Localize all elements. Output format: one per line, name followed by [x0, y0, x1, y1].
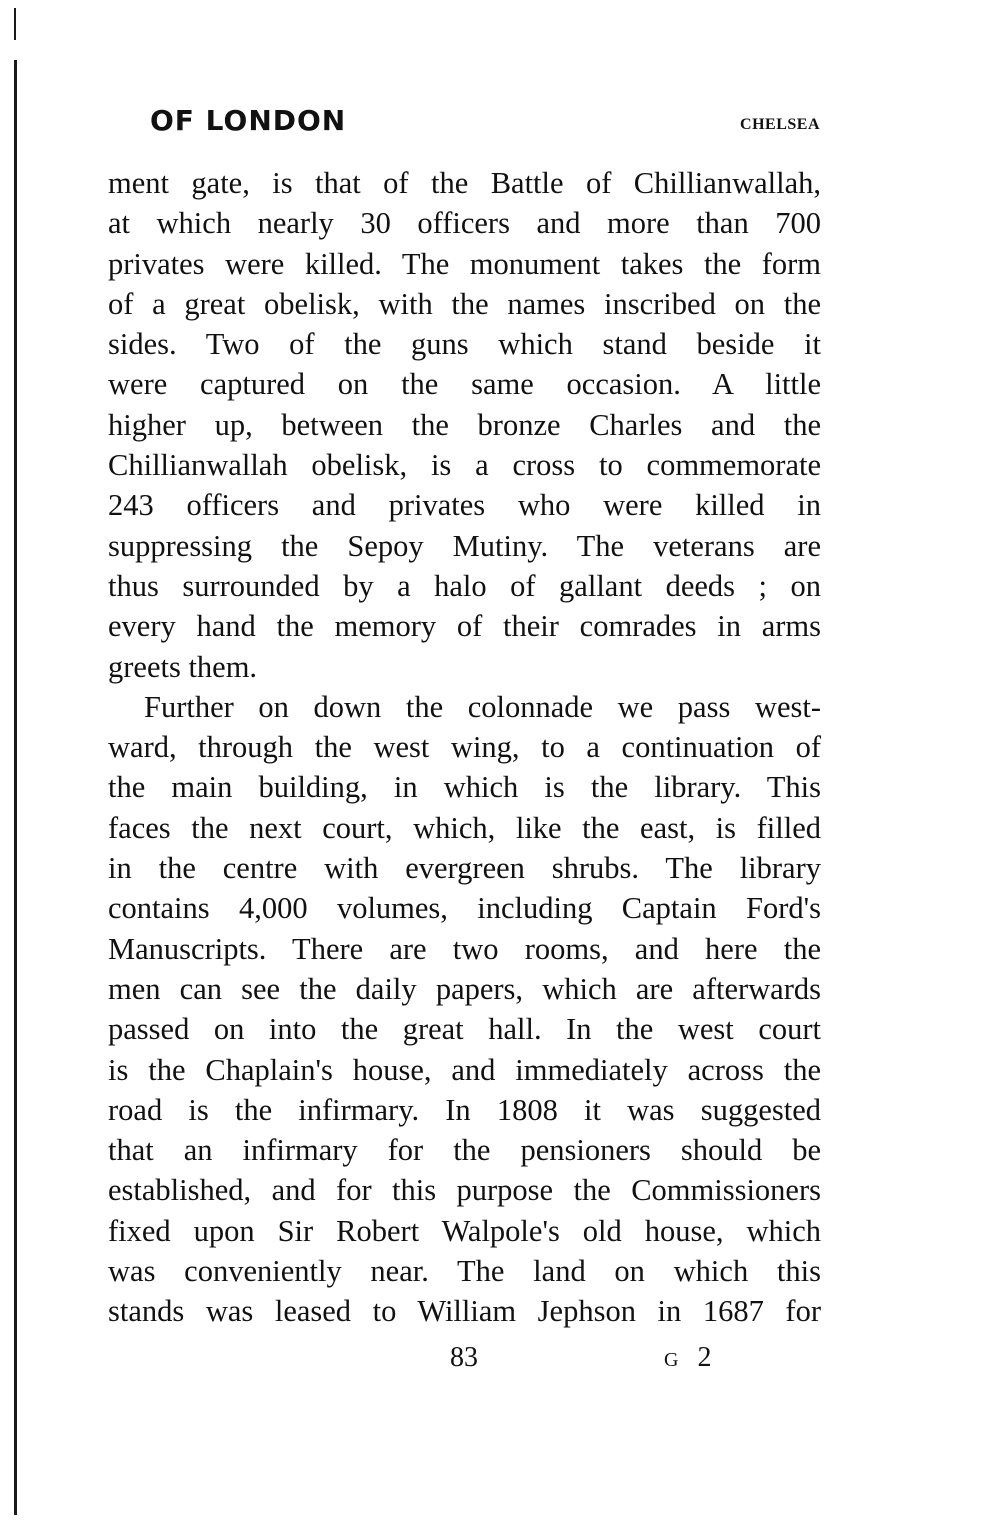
text-line: that an infirmary for the pensioners should be — [108, 1133, 821, 1168]
paragraph — [108, 687, 821, 1332]
page-footer — [0, 1342, 1000, 1382]
text-line: were captured on the same occasion. A little — [108, 367, 821, 402]
text-line: greets them. — [108, 649, 258, 684]
text-line: men can see the daily papers, which are afterwards — [108, 971, 821, 1006]
text-line: faces the next court, which, like the east, is filled — [108, 810, 821, 845]
text-line: 243 officers and privates who were killed in — [108, 488, 821, 523]
text-line: established, and for this purpose the Commissioners — [108, 1173, 821, 1208]
text-line: Further on down the colonnade we pass west- — [144, 689, 821, 724]
signature-mark — [664, 1342, 717, 1374]
text-line: privates were killed. The monument takes the form — [108, 246, 821, 281]
page-body — [108, 163, 821, 1332]
page-number: 83 — [450, 1342, 478, 1373]
text-line: stands was leased to William Jephson in 1687 for — [108, 1294, 821, 1329]
text-line: contains 4,000 volumes, including Captain Ford's — [108, 891, 821, 926]
binding-mark — [14, 8, 16, 40]
header-section: CHELSEA — [740, 116, 820, 133]
text-line: the main building, in which is the library. This — [108, 770, 821, 805]
text-line: of a great obelisk, with the names inscribed on the — [108, 286, 821, 321]
text-line: road is the infirmary. In 1808 it was suggested — [108, 1092, 821, 1127]
text-line: sides. Two of the guns which stand beside it — [108, 327, 821, 362]
running-header — [150, 104, 820, 144]
text-line: at which nearly 30 officers and more than 700 — [108, 206, 821, 241]
text-line: Chillianwallah obelisk, is a cross to commemorate — [108, 448, 821, 483]
text-line: thus surrounded by a halo of gallant deeds ; on — [108, 568, 821, 603]
signature-letter: G — [664, 1349, 685, 1371]
signature-number: 2 — [697, 1342, 718, 1373]
text-line: Manuscripts. There are two rooms, and here the — [108, 931, 821, 966]
text-line: is the Chaplain's house, and immediately across the — [108, 1052, 821, 1087]
text-line: suppressing the Sepoy Mutiny. The veterans are — [108, 528, 821, 563]
text-line: was conveniently near. The land on which this — [108, 1254, 821, 1289]
text-line: every hand the memory of their comrades in arms — [108, 609, 821, 644]
text-line: in the centre with evergreen shrubs. The library — [108, 851, 821, 886]
text-line: higher up, between the bronze Charles and the — [108, 407, 821, 442]
header-title: OF LONDON — [150, 104, 347, 137]
text-line: passed on into the great hall. In the west court — [108, 1012, 821, 1047]
text-line: fixed upon Sir Robert Walpole's old house, which — [108, 1213, 821, 1248]
paragraph — [108, 163, 821, 687]
text-line: ward, through the west wing, to a continuation of — [108, 730, 821, 765]
binding-edge — [14, 60, 17, 1515]
text-line: ment gate, is that of the Battle of Chillianwallah, — [108, 166, 821, 200]
